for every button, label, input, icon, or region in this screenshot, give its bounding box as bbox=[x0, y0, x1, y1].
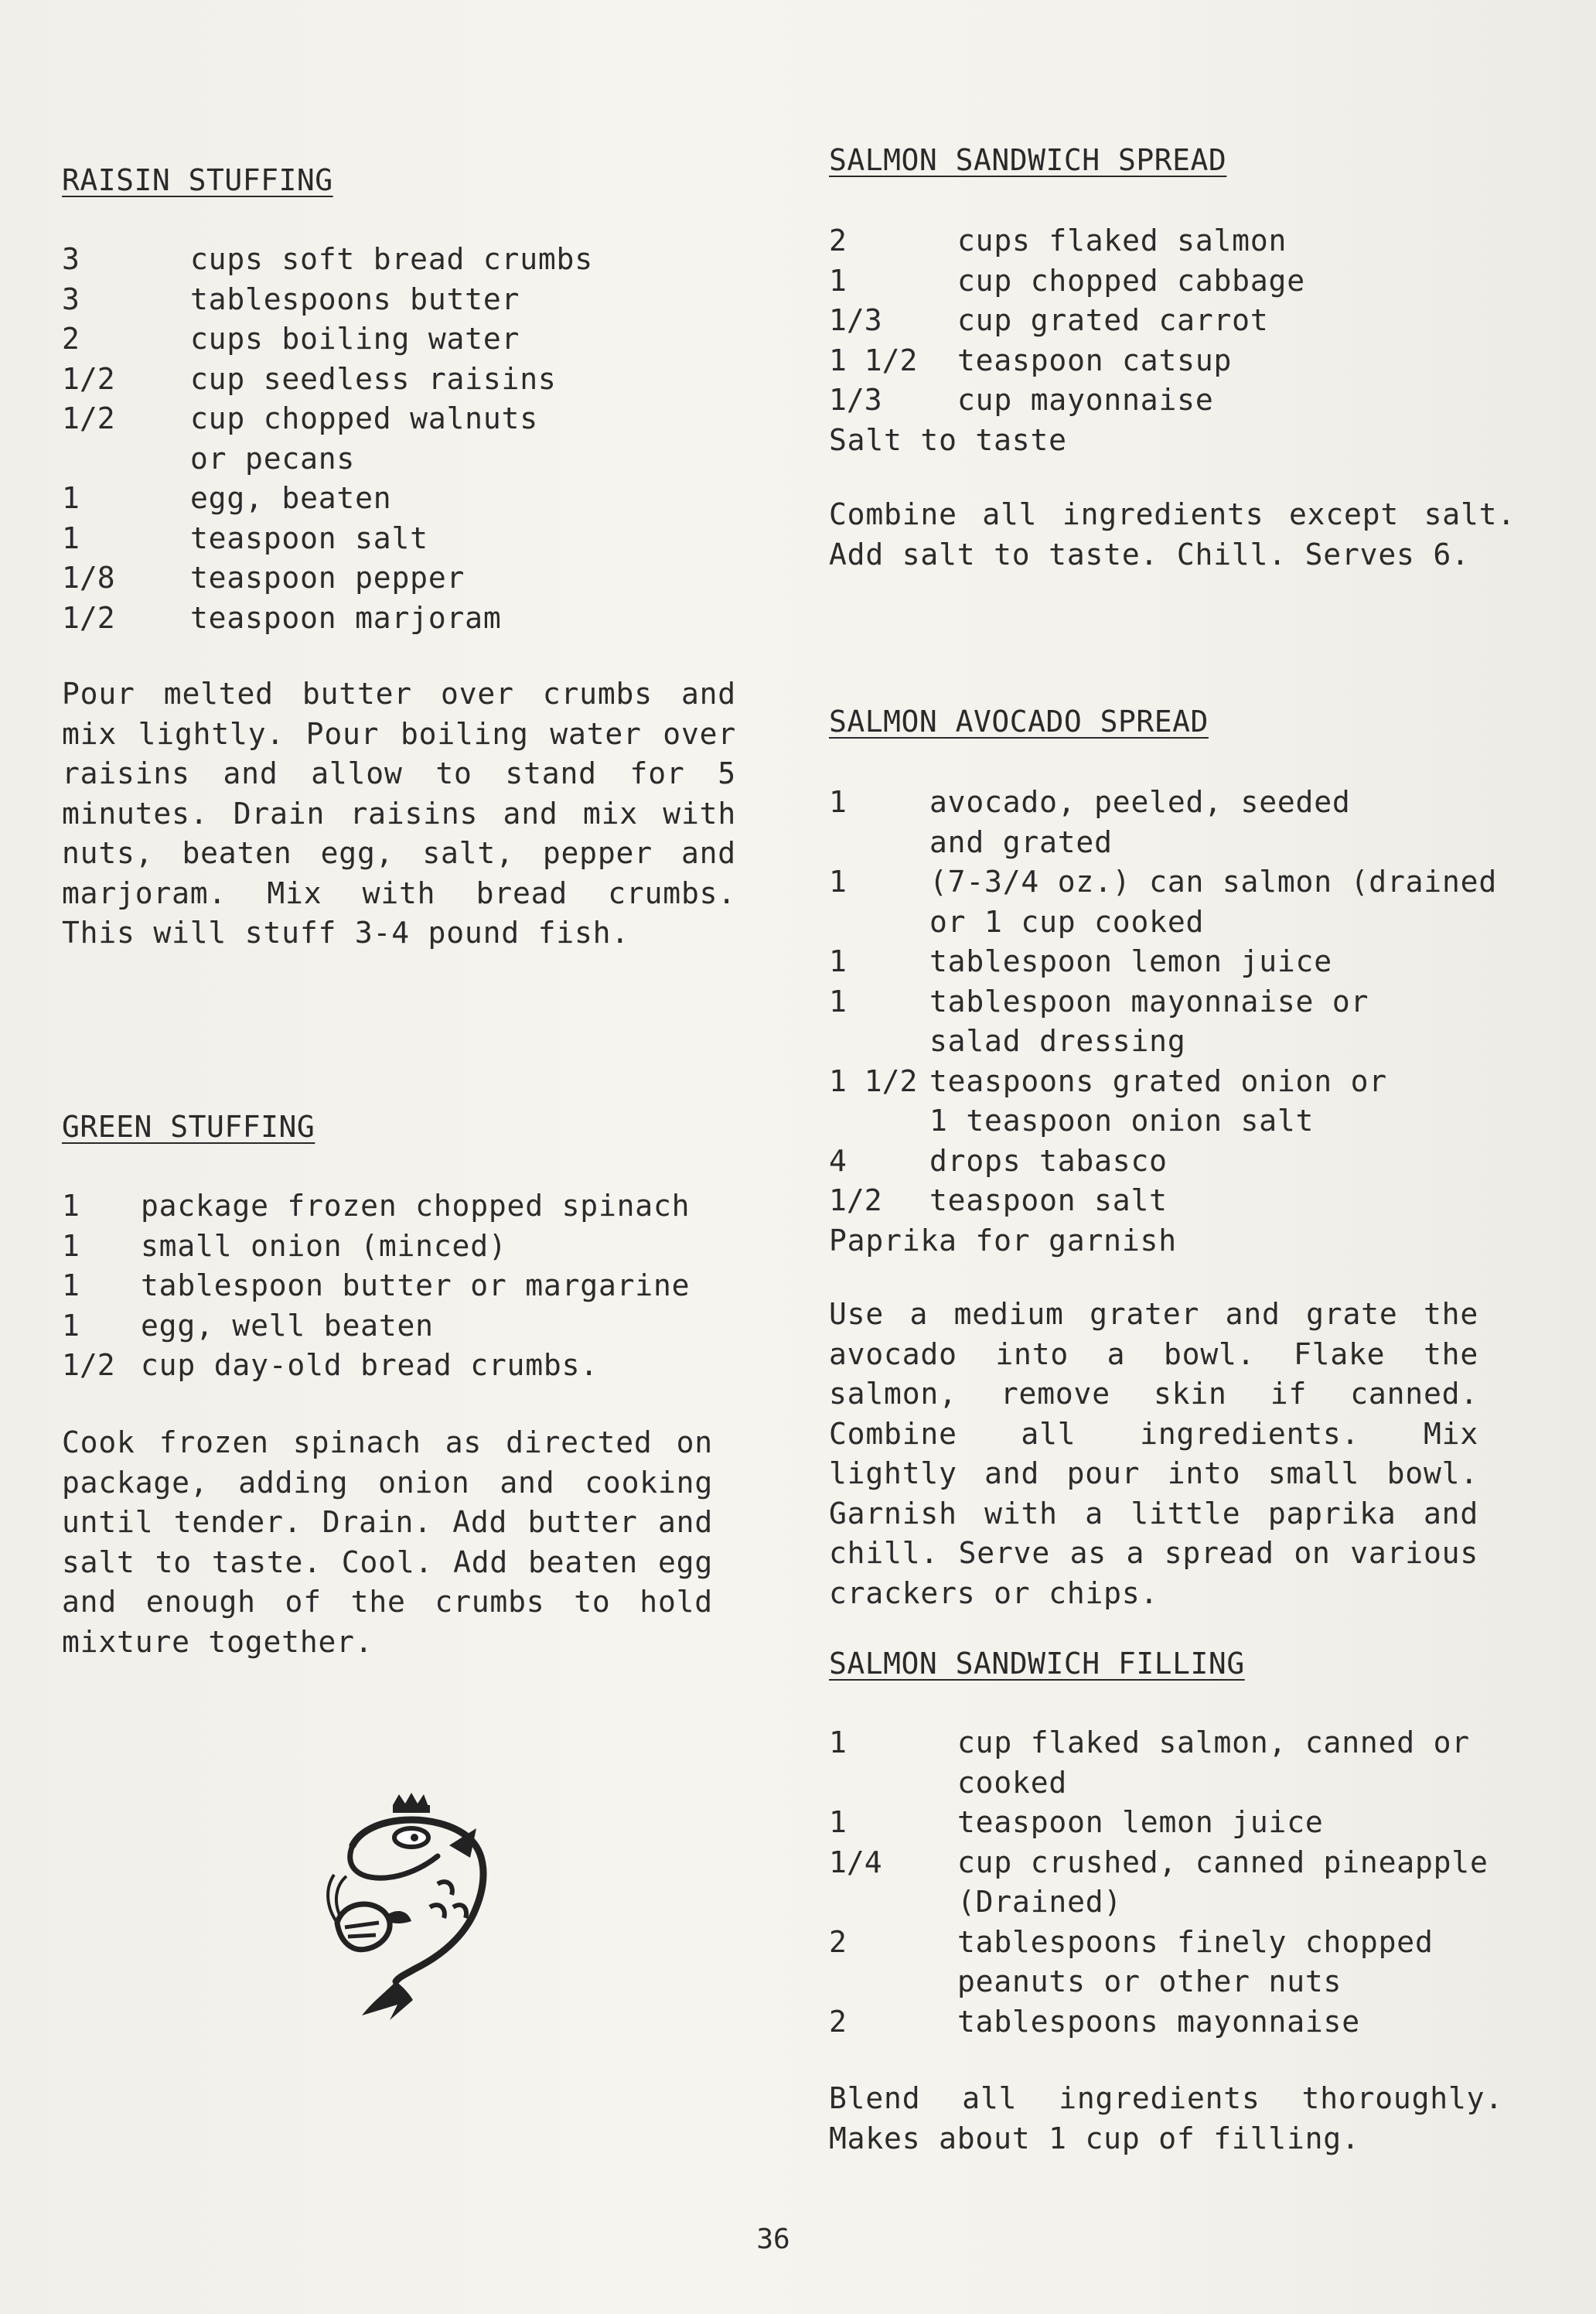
ingredient-item: cup chopped walnuts or pecans bbox=[190, 401, 538, 476]
ingredient-qty: 1 bbox=[829, 865, 847, 899]
ingredient-qty: 1 bbox=[829, 984, 847, 1019]
ingredient-item: teaspoons grated onion or 1 teaspoon onion salt bbox=[929, 1063, 1387, 1138]
ingredient-item: cups flaked salmon bbox=[957, 224, 1287, 258]
fish-scales bbox=[430, 1882, 466, 1918]
ingredient-row bbox=[62, 1227, 758, 1267]
ingredient-row bbox=[62, 1346, 758, 1386]
ingredient-item: teaspoon salt bbox=[190, 520, 428, 555]
shrimp-segments bbox=[345, 1923, 379, 1937]
ingredient-qty: 1/3 bbox=[829, 303, 882, 337]
ingredient-qty: 2 bbox=[829, 224, 847, 258]
ingredient-item: cups boiling water bbox=[190, 322, 520, 356]
ingredient-row bbox=[829, 1142, 1525, 1182]
ingredient-item: drops tabasco bbox=[929, 1143, 1168, 1178]
ingredient-item: cup grated carrot bbox=[957, 303, 1269, 337]
ingredient-row bbox=[829, 982, 1525, 1062]
recipe-title: SALMON AVOCADO SPREAD bbox=[829, 705, 1209, 739]
ingredient-qty: 1/2 bbox=[62, 401, 115, 435]
ingredient-qty: 1 bbox=[829, 785, 847, 819]
ingredient-item: cup chopped cabbage bbox=[957, 263, 1305, 298]
ingredient-qty: 4 bbox=[829, 1143, 847, 1178]
ingredient-row bbox=[62, 399, 758, 479]
ingredient-row bbox=[62, 1306, 758, 1346]
ingredient-row bbox=[829, 1803, 1525, 1843]
ingredient-item: tablespoons finely chopped peanuts or other nuts bbox=[957, 1924, 1434, 1998]
ingredient-row bbox=[62, 319, 758, 360]
fish-pupil bbox=[411, 1834, 418, 1841]
ingredient-qty: 1 bbox=[62, 1268, 80, 1302]
ingredient-item: teaspoon salt bbox=[929, 1183, 1168, 1217]
ingredient-item: package frozen chopped spinach bbox=[141, 1189, 691, 1223]
ingredient-row bbox=[829, 2002, 1525, 2043]
ingredient-row bbox=[62, 519, 758, 559]
ingredient-row bbox=[829, 381, 1525, 421]
recipe-instructions: Blend all ingredients thoroughly. Makes about 1 cup of filling. bbox=[829, 2081, 1503, 2155]
ingredient-row bbox=[62, 1186, 758, 1227]
ingredient-row bbox=[62, 479, 758, 519]
ingredient-row bbox=[829, 301, 1525, 341]
ingredient-list bbox=[829, 221, 1525, 460]
recipe-instructions: Cook frozen spinach as directed on package, adding onion and cooking until tender. Drain. Add butter and salt to taste. Cool. Add beaten egg and enough of the crumbs to hold mixture together. bbox=[62, 1425, 713, 1659]
ingredient-qty: 1 bbox=[829, 944, 847, 978]
ingredient-row bbox=[62, 240, 758, 280]
ingredient-list bbox=[62, 240, 758, 638]
ingredient-qty: 2 bbox=[62, 322, 80, 356]
recipe-instructions: Combine all ingredients except salt. Add salt to taste. Chill. Serves 6. bbox=[829, 497, 1516, 572]
ingredient-qty: 1 bbox=[62, 1308, 80, 1343]
ingredient-item: cup mayonnaise bbox=[957, 383, 1214, 417]
ingredient-qty: 2 bbox=[829, 2004, 847, 2039]
ingredient-item: tablespoon lemon juice bbox=[929, 944, 1332, 978]
ingredient-row bbox=[829, 341, 1525, 381]
ingredient-qty: 3 bbox=[62, 282, 80, 316]
ingredient-item: teaspoon pepper bbox=[190, 561, 466, 595]
ingredient-item: tablespoon butter or margarine bbox=[141, 1268, 691, 1302]
ingredient-row bbox=[829, 862, 1525, 942]
ingredient-qty: 1/3 bbox=[829, 383, 882, 417]
ingredient-item: cups soft bread crumbs bbox=[190, 242, 593, 276]
recipe-title: GREEN STUFFING bbox=[62, 1110, 315, 1144]
recipe-title: SALMON SANDWICH SPREAD bbox=[829, 143, 1227, 177]
ingredient-row bbox=[829, 1181, 1525, 1221]
ingredient-row bbox=[62, 558, 758, 599]
ingredient-row bbox=[62, 1266, 758, 1306]
ingredient-qty: 2 bbox=[829, 1924, 847, 1959]
ingredient-row bbox=[62, 599, 758, 639]
ingredient-row bbox=[829, 942, 1525, 982]
crown-band bbox=[393, 1805, 430, 1813]
ingredient-row bbox=[62, 360, 758, 400]
ingredient-item: cup day-old bread crumbs. bbox=[141, 1348, 598, 1382]
ingredient-note: Salt to taste bbox=[829, 422, 1067, 457]
ingredient-item: teaspoon lemon juice bbox=[957, 1805, 1324, 1839]
ingredient-item: cup crushed, canned pineapple (Drained) bbox=[957, 1845, 1489, 1919]
ingredient-qty: 1/4 bbox=[829, 1845, 882, 1879]
fish-chef-illustration bbox=[322, 1791, 507, 2023]
ingredient-item: tablespoons mayonnaise bbox=[957, 2004, 1360, 2039]
ingredient-qty: 1/2 bbox=[62, 600, 115, 635]
ingredient-item: cup flaked salmon, canned or cooked bbox=[957, 1725, 1470, 1800]
ingredient-qty: 1 bbox=[62, 481, 80, 515]
ingredient-item: small onion (minced) bbox=[141, 1228, 507, 1263]
ingredient-row bbox=[62, 280, 758, 320]
ingredient-item: egg, well beaten bbox=[141, 1308, 434, 1343]
ingredient-qty: 3 bbox=[62, 242, 80, 276]
recipe-instructions: Use a medium grater and grate the avocado into a bowl. Flake the salmon, remove skin if canned. Combine all ingredients. Mix lightly and pour into small bowl. Garnish with a little paprika and chill. Serve as a spread on various crackers or chips. bbox=[829, 1297, 1478, 1610]
ingredient-qty: 1 bbox=[62, 1189, 80, 1223]
ingredient-item: (7-3/4 oz.) can salmon (drained or 1 cup cooked bbox=[929, 865, 1498, 939]
ingredient-row bbox=[829, 221, 1525, 261]
ingredient-qty: 1/8 bbox=[62, 561, 115, 595]
ingredient-qty: 1/2 bbox=[829, 1183, 882, 1217]
recipe-instructions: Pour melted butter over crumbs and mix lightly. Pour boiling water over raisins and allow to stand for 5 minutes. Drain raisins and mix with nuts, beaten egg, salt, pepper and marjoram. Mix with bread crumbs. This will stuff 3-4 pound fish. bbox=[62, 677, 736, 950]
recipe-title: SALMON SANDWICH FILLING bbox=[829, 1647, 1245, 1681]
ingredient-qty: 1/2 bbox=[62, 361, 115, 396]
ingredient-item: tablespoons butter bbox=[190, 282, 520, 316]
recipe-title: RAISIN STUFFING bbox=[62, 163, 333, 197]
ingredient-note: Paprika for garnish bbox=[829, 1223, 1177, 1258]
ingredient-row bbox=[829, 783, 1525, 862]
ingredient-row bbox=[829, 1843, 1525, 1923]
ingredient-qty: 1 bbox=[62, 520, 80, 555]
ingredient-qty: 1 bbox=[829, 1805, 847, 1839]
fish-fin-holding bbox=[387, 1911, 411, 1923]
ingredient-item: teaspoon marjoram bbox=[190, 600, 502, 635]
page-number: 36 bbox=[756, 2224, 790, 2255]
ingredient-qty: 1 1/2 bbox=[829, 343, 918, 377]
ingredient-item: egg, beaten bbox=[190, 481, 392, 515]
ingredient-qty: 1/2 bbox=[62, 1348, 115, 1382]
ingredient-list bbox=[829, 783, 1525, 1261]
ingredient-row bbox=[829, 261, 1525, 302]
crown-shape bbox=[393, 1793, 428, 1807]
ingredient-row bbox=[829, 1723, 1525, 1803]
ingredient-item: teaspoon catsup bbox=[957, 343, 1233, 377]
ingredient-item: cup seedless raisins bbox=[190, 361, 557, 396]
ingredient-list bbox=[62, 1186, 758, 1386]
ingredient-list bbox=[829, 1723, 1525, 2042]
fish-tail bbox=[362, 1981, 413, 2020]
ingredient-item: tablespoon mayonnaise or salad dressing bbox=[929, 984, 1369, 1058]
fish-mouth bbox=[350, 1845, 438, 1878]
ingredient-qty: 1 bbox=[829, 1725, 847, 1759]
ingredient-row bbox=[829, 1062, 1525, 1142]
ingredient-qty: 1 1/2 bbox=[829, 1063, 918, 1098]
ingredient-qty: 1 bbox=[829, 263, 847, 298]
ingredient-item: avocado, peeled, seeded and grated bbox=[929, 785, 1351, 859]
ingredient-qty: 1 bbox=[62, 1228, 80, 1263]
ingredient-row bbox=[829, 1923, 1525, 2002]
